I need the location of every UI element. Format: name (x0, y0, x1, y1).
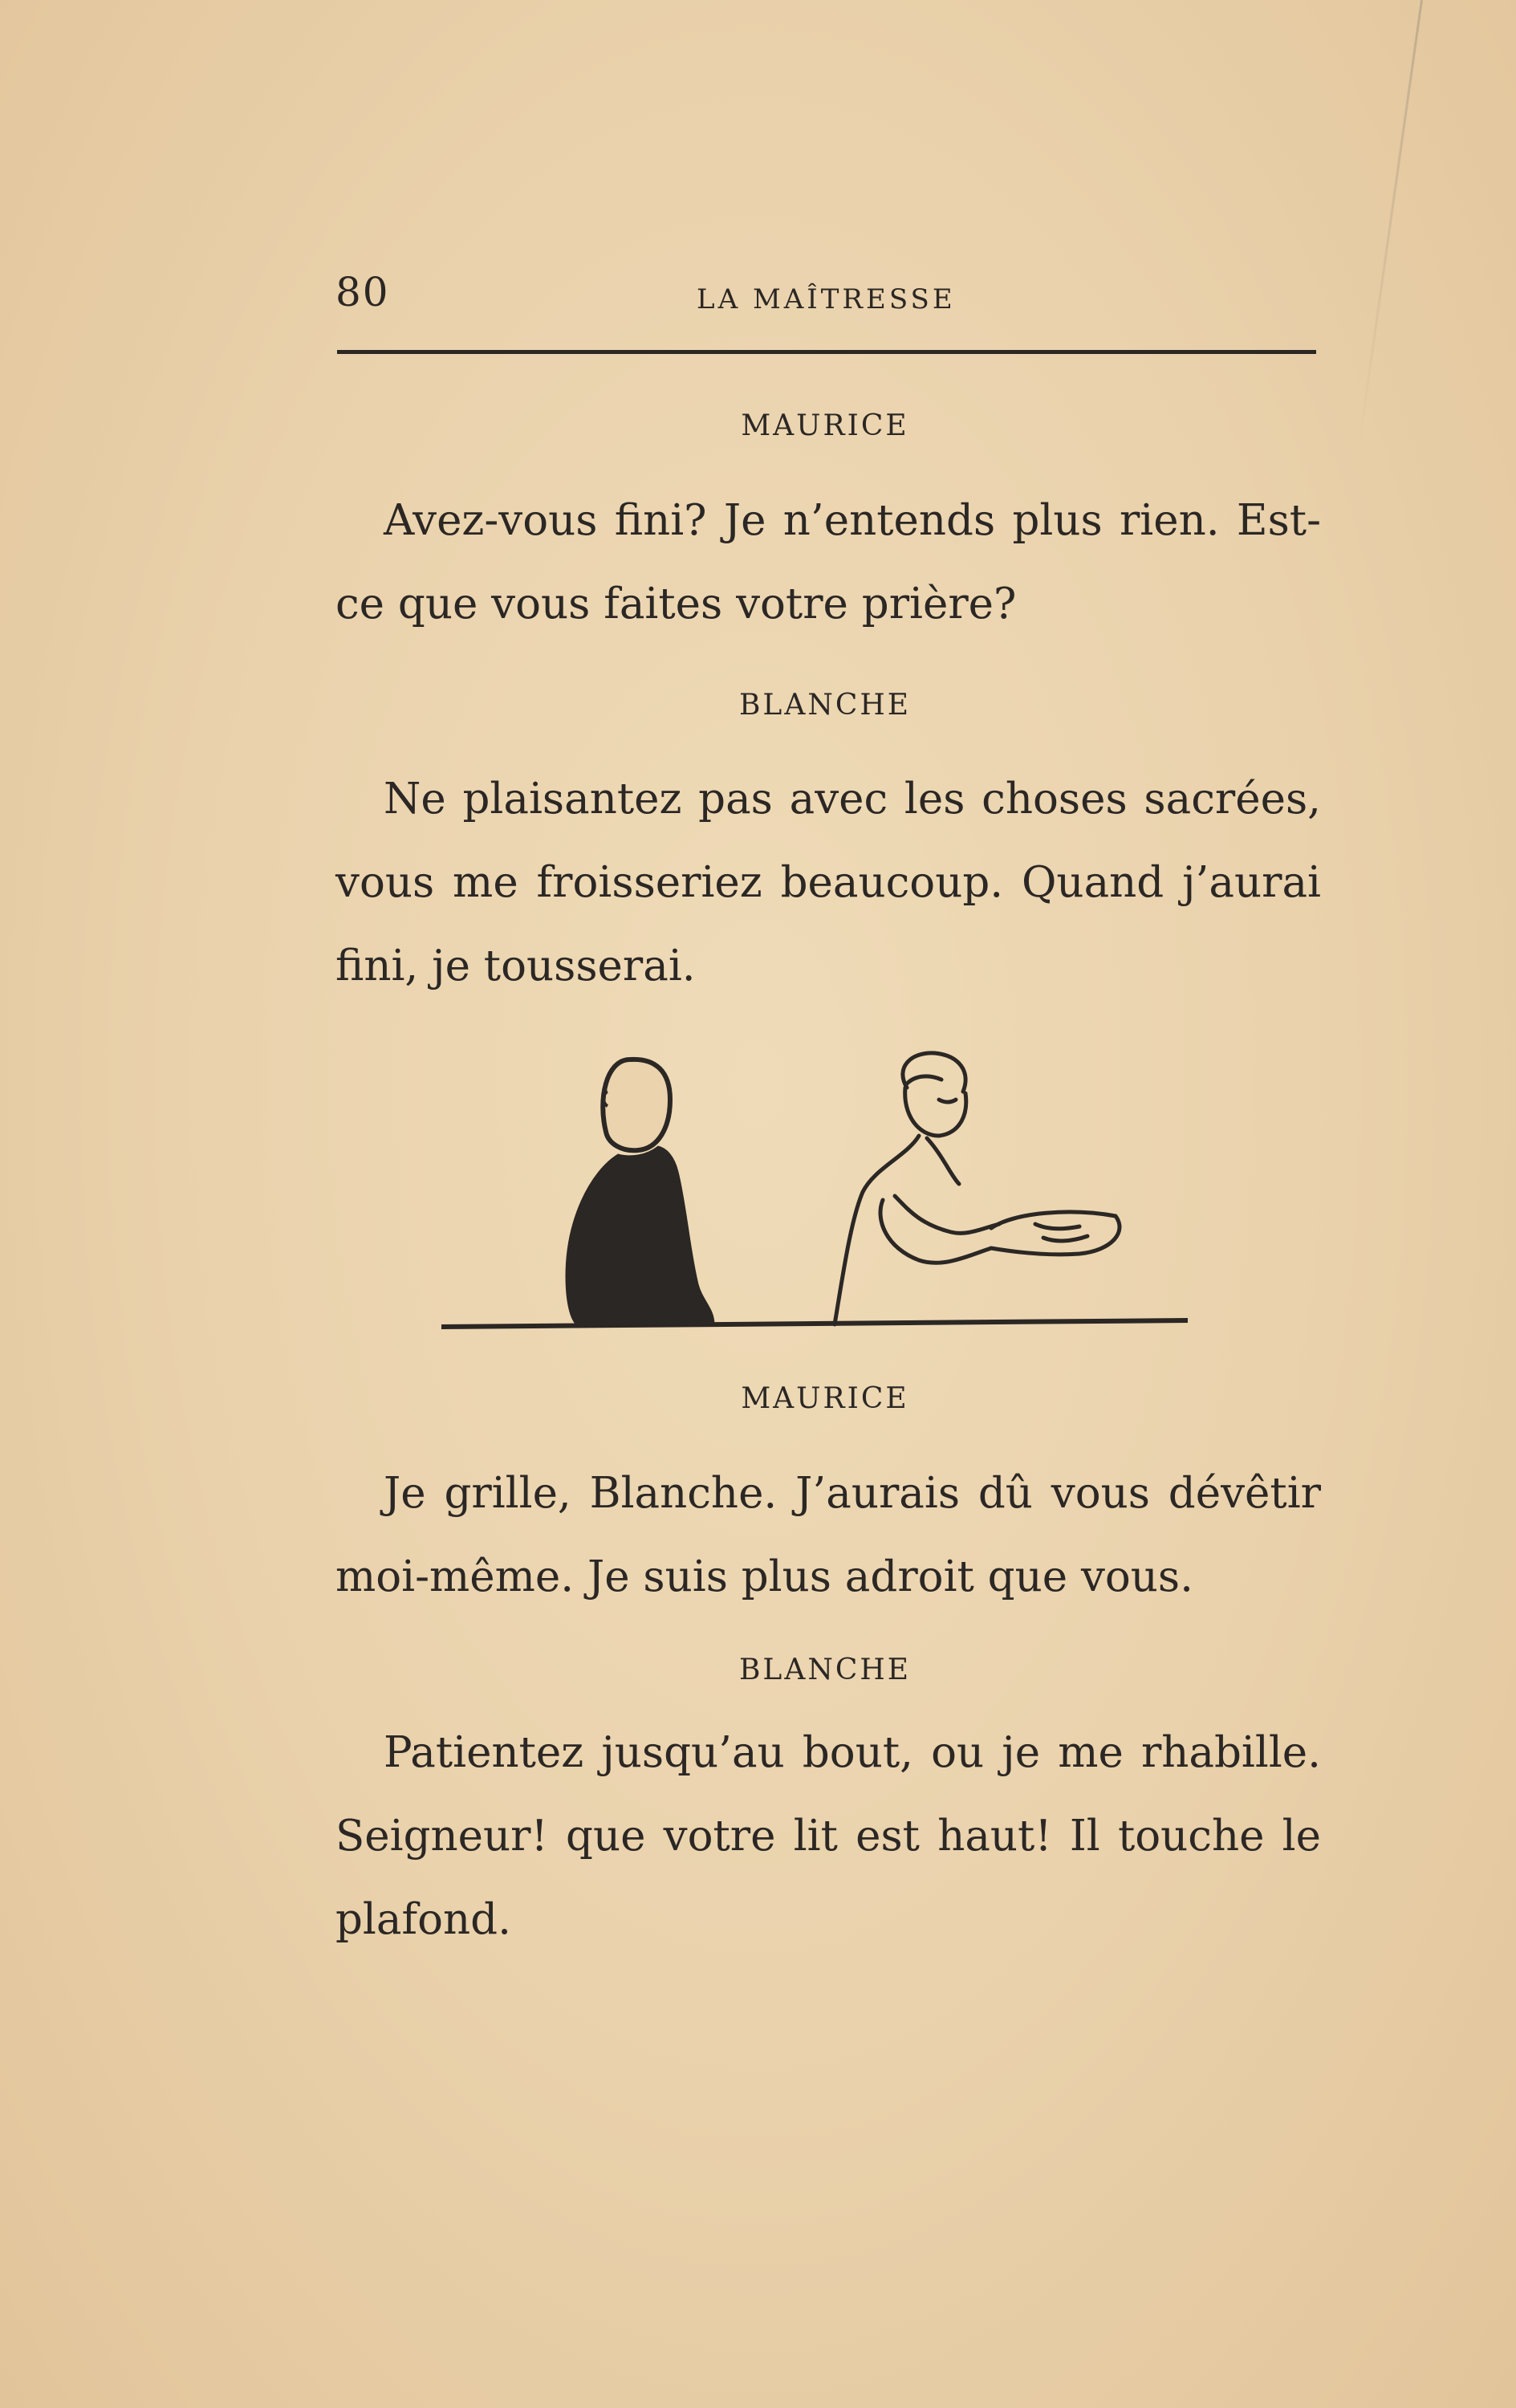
speech-text: Patientez jusqu’au bout, ou je me rhabille. Seigneur! que votre lit est haut! Il touche le plafond. (335, 1728, 1321, 1944)
speech-paragraph (335, 758, 1321, 1008)
speech-text: Avez-vous fini? Je n’entends plus rien. Est-ce que vous faites votre prière? (335, 496, 1321, 628)
speech-paragraph (335, 1452, 1321, 1619)
figure-woman (835, 1053, 1120, 1324)
page-number: 80 (335, 269, 390, 315)
speaker-name: BLANCHE (738, 689, 912, 722)
speech-paragraph (335, 1711, 1321, 1962)
speech-text: Je grille, Blanche. J’aurais dû vous dévêtir moi-même. Je suis plus adroit que vous. (335, 1469, 1321, 1601)
header-rule (337, 350, 1316, 354)
speech-paragraph (335, 479, 1321, 646)
speaker-name: MAURICE (741, 1382, 909, 1415)
page-edge-shadow (1358, 0, 1423, 445)
figure-man (566, 1060, 714, 1326)
page-header (335, 269, 1315, 317)
speech-text: Ne plaisantez pas avec les choses sacrées, vous me froisseriez beaucoup. Quand j’aurai fini, je tousserai. (335, 775, 1321, 990)
illustration-two-figures (437, 1035, 1200, 1336)
speaker-name: BLANCHE (738, 1653, 912, 1686)
running-title: LA MAÎTRESSE (697, 283, 956, 315)
speaker-name: MAURICE (741, 409, 909, 442)
ground-line (441, 1318, 1188, 1329)
